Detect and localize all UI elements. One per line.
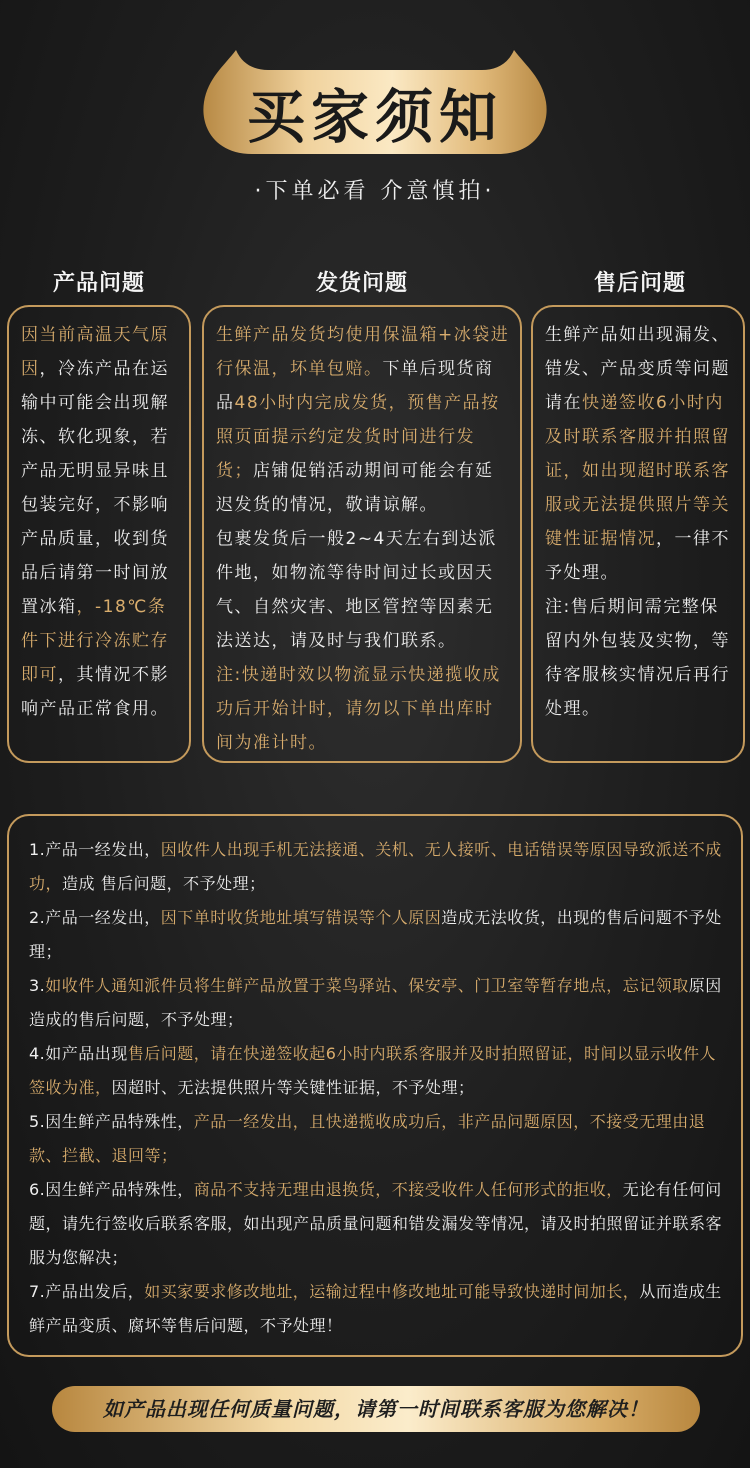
highlight-text: 48小时内完成发货，预售产品按照页面提示约定发货时间进行发货； bbox=[216, 393, 500, 481]
product-issues-title: 产品问题 bbox=[52, 271, 145, 296]
highlight-text: 如收件人通知派件员将生鲜产品放置于菜鸟驿站、保安亭、门卫室等暂存地点，忘记领取 bbox=[45, 976, 689, 995]
product-issues-box bbox=[7, 305, 191, 763]
body-text: 3. bbox=[29, 976, 46, 995]
highlight-text: 快递签收6小时内及时联系客服并拍照留证，如出现超时联系客服或无法提供照片等关键性证据情况 bbox=[545, 393, 730, 549]
title-banner bbox=[196, 48, 554, 156]
paragraph bbox=[29, 901, 727, 969]
body-text: 无论有任何问题，请先行签收后联系客服，如出现产品质量问题和错发漏发等情况，请及时拍照留证并联系客服为您解决； bbox=[29, 1180, 723, 1267]
aftersale-issues-title: 售后问题 bbox=[593, 271, 686, 296]
body-text: 1.产品一经发出， bbox=[29, 840, 161, 859]
paragraph bbox=[545, 590, 733, 726]
paragraph bbox=[29, 1173, 727, 1275]
highlight-text: 因收件人出现手机无法接通、关机、无人接听、电话错误等原因导致派送不成功， bbox=[29, 840, 722, 893]
body-text: 造成 售后问题，不予处理； bbox=[62, 874, 266, 893]
highlight-text: 因下单时收货地址填写错误等个人原因 bbox=[160, 908, 442, 927]
highlight-text: 生鲜产品发货均使用保温箱+冰袋进行保温，坏单包赔。 bbox=[216, 325, 510, 379]
paragraph bbox=[29, 969, 727, 1037]
highlight-text: 如买家要求修改地址，运输过程中修改地址可能导致快递时间加长， bbox=[144, 1282, 640, 1301]
paragraph bbox=[21, 318, 179, 726]
body-text: 从而造成生鲜产品变质、腐坏等售后问题，不予处理！ bbox=[29, 1282, 722, 1335]
body-text: 包裹发货后一般2~4天左右到达派件地，如物流等待时间过长或因天气、自然灾害、地区管控等因素无法送达，请及时与我们联系。 bbox=[216, 529, 497, 651]
body-text: 生鲜产品如出现漏发、错发、产品变质等问题请在 bbox=[545, 325, 730, 413]
body-text: 下单后现货商品 bbox=[216, 359, 494, 413]
contact-service-banner bbox=[52, 1386, 700, 1432]
aftersale-issues-box bbox=[531, 305, 745, 763]
body-text: 4.如产品出现 bbox=[29, 1044, 128, 1063]
paragraph bbox=[216, 522, 510, 658]
body-text: 注:售后期间需完整保留内外包装及实物，等待客服核实情况后再行处理。 bbox=[545, 597, 730, 719]
highlight-text: 注:快递时效以物流显示快递揽收成功后开始计时，请勿以下单出库时间为准计时。 bbox=[216, 665, 501, 753]
body-text: 5.因生鲜产品特殊性， bbox=[29, 1112, 194, 1131]
body-text: ，一律不予处理。 bbox=[545, 529, 730, 583]
highlight-text: 售后问题，请在快递签收起6小时内联系客服并及时拍照留证，时间以显示收件人签收为准， bbox=[29, 1044, 716, 1097]
body-text: 因超时、无法提供照片等关键性证据，不予处理； bbox=[111, 1078, 475, 1097]
highlight-text: 因当前高温天气原因 bbox=[21, 325, 169, 379]
paragraph bbox=[216, 318, 510, 522]
body-text: 7.产品出发后， bbox=[29, 1282, 145, 1301]
paragraph bbox=[29, 1275, 727, 1343]
paragraph bbox=[29, 1037, 727, 1105]
notice-list-box bbox=[7, 814, 743, 1357]
page-title: 买家须知 bbox=[246, 83, 503, 151]
shipping-issues-title: 发货问题 bbox=[315, 271, 408, 296]
body-text: 6.因生鲜产品特殊性， bbox=[29, 1180, 194, 1199]
highlight-text: ，-18℃条件下进行冷冻贮存即可 bbox=[21, 597, 169, 685]
body-text: ，冷冻产品在运输中可能会出现解冻、软化现象，若产品无明显异味且包装完好，不影响产品质量，收到货品后请第一时间放置冰箱 bbox=[21, 359, 169, 617]
body-text: 店铺促销活动期间可能会有延迟发货的情况，敬请谅解。 bbox=[216, 461, 494, 515]
paragraph bbox=[29, 1105, 727, 1173]
paragraph bbox=[545, 318, 733, 590]
contact-service-text: 如产品出现任何质量问题，请第一时间联系客服为您解决！ bbox=[103, 1397, 649, 1421]
body-text: 造成无法收货，出现的售后问题不予处理； bbox=[29, 908, 722, 961]
body-text: ，其情况不影响产品正常食用。 bbox=[21, 665, 169, 719]
shipping-issues-box bbox=[202, 305, 522, 763]
page-subtitle: ·下单必看 介意慎拍· bbox=[254, 179, 496, 204]
body-text: 原因造成的售后问题，不予处理； bbox=[29, 976, 722, 1029]
body-text: 2.产品一经发出， bbox=[29, 908, 161, 927]
highlight-text: 商品不支持无理由退换货，不接受收件人任何形式的拒收， bbox=[193, 1180, 623, 1199]
highlight-text: 产品一经发出，且快递揽收成功后，非产品问题原因，不接受无理由退款、拦截、退回等； bbox=[29, 1112, 706, 1165]
paragraph bbox=[29, 833, 727, 901]
paragraph bbox=[216, 658, 510, 760]
